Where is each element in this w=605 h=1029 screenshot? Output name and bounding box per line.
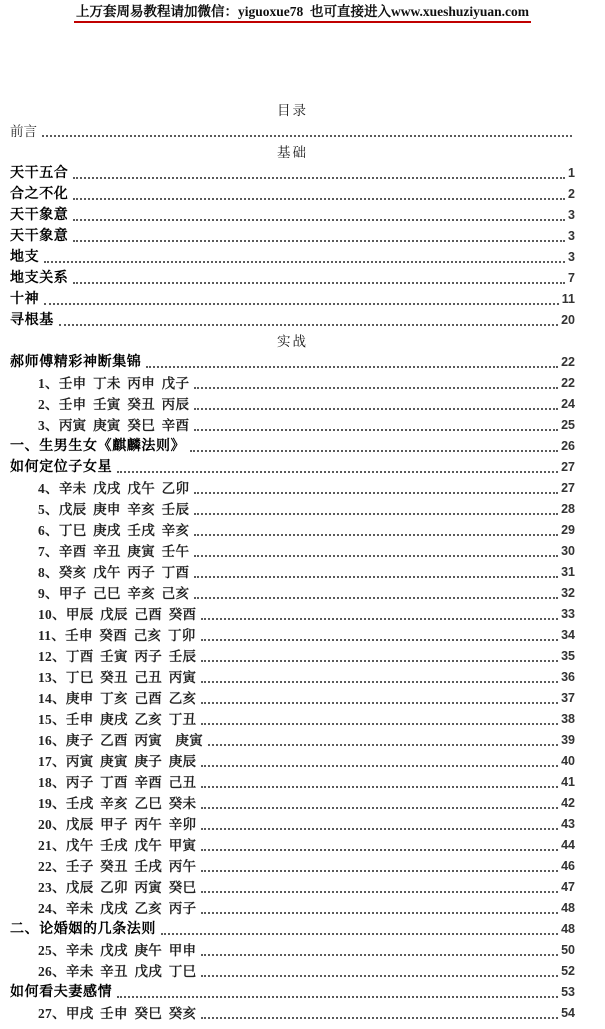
page-number: 33: [561, 607, 575, 621]
toc-entry: [10, 856, 575, 877]
dot-leader: [201, 723, 558, 725]
toc-entry-label: 1、壬申 丁未 丙申 戊子: [38, 376, 190, 391]
section-heading-label: 目录: [277, 103, 308, 118]
dot-leader: [194, 492, 558, 494]
page-number: 46: [561, 859, 575, 873]
toc-entry: [10, 793, 575, 814]
toc-entry: [10, 982, 575, 1003]
toc-entry-label: 25、辛未 戊戌 庚午 甲申: [38, 943, 197, 958]
dot-leader: [201, 681, 558, 683]
toc-entry: [10, 772, 575, 793]
dot-leader: [42, 135, 572, 137]
dot-leader: [194, 597, 558, 599]
toc-entry-label: 21、戊午 壬戌 戊午 甲寅: [38, 838, 197, 853]
dot-leader: [201, 828, 558, 830]
toc-entry-label: 27、甲戌 壬申 癸巳 癸亥: [38, 1006, 197, 1021]
dot-leader: [194, 534, 558, 536]
toc-entry: [10, 352, 575, 373]
toc-entry-label: 寻根基: [10, 313, 54, 328]
toc-entry-label: 15、壬申 庚戌 乙亥 丁丑: [38, 712, 197, 727]
toc-entry-label: 24、辛未 戊戌 乙亥 丙子: [38, 901, 197, 916]
section-heading-label: 实战: [277, 334, 308, 349]
toc-entry: [10, 520, 575, 541]
page-number: 3: [568, 208, 575, 222]
page-number: 47: [561, 880, 575, 894]
page-number: 37: [561, 691, 575, 705]
page-number: 28: [561, 502, 575, 516]
toc-entry: [10, 205, 575, 226]
toc-entry: [10, 499, 575, 520]
dot-leader: [44, 261, 565, 263]
toc-entry-label: 天干象意: [10, 229, 69, 244]
toc-entry-label: 一、生男生女《麒麟法则》: [10, 439, 186, 454]
dot-leader: [201, 807, 558, 809]
dot-leader: [201, 786, 558, 788]
page-number: 2: [568, 187, 575, 201]
page-number: 30: [561, 544, 575, 558]
dot-leader: [201, 849, 558, 851]
page-number: 11: [561, 292, 575, 306]
page-number: 22: [561, 355, 575, 369]
page-number: 44: [561, 838, 575, 852]
toc-entry: [10, 814, 575, 835]
toc-entry-label: 7、辛酉 辛丑 庚寅 壬午: [38, 544, 190, 559]
toc-entry-label: 11、壬申 癸酉 己亥 丁卯: [38, 628, 196, 643]
dot-leader: [73, 177, 565, 179]
page-number: 3: [568, 229, 575, 243]
section-heading-label: 基础: [277, 145, 308, 160]
page-number: 31: [561, 565, 575, 579]
page-number: 38: [561, 712, 575, 726]
toc-entry: [10, 457, 575, 478]
page-number: 25: [561, 418, 575, 432]
dot-leader: [201, 870, 558, 872]
page-number: 54: [561, 1006, 575, 1020]
toc-entry-label: 合之不化: [10, 187, 69, 202]
toc-entry: [10, 604, 575, 625]
toc-entry-label: 12、丁酉 壬寅 丙子 壬辰: [38, 649, 197, 664]
toc-entry-label: 地支关系: [10, 271, 69, 286]
dot-leader: [201, 765, 558, 767]
toc-section-heading: [10, 142, 575, 163]
toc-entry-label: 十神: [10, 292, 40, 307]
toc-entry-label: 郝师傅精彩神断集锦: [10, 355, 142, 370]
dot-leader: [73, 282, 565, 284]
page-number: 26: [561, 439, 575, 453]
toc-entry: [10, 268, 575, 289]
toc-entry-label: 10、甲辰 戊辰 己酉 癸酉: [38, 607, 197, 622]
table-of-contents: [10, 100, 575, 1024]
toc-entry: [10, 835, 575, 856]
dot-leader: [73, 219, 565, 221]
toc-entry-label: 如何定位子女星: [10, 460, 113, 475]
dot-leader: [194, 555, 558, 557]
toc-entry-label: 14、庚申 丁亥 己酉 乙亥: [38, 691, 197, 706]
toc-entry-label: 3、丙寅 庚寅 癸巳 辛酉: [38, 418, 190, 433]
toc-entry: [10, 562, 575, 583]
toc-entry-label: 17、丙寅 庚寅 庚子 庚辰: [38, 754, 197, 769]
page-number: 24: [561, 397, 575, 411]
toc-entry-label: 13、丁巳 癸丑 己丑 丙寅: [38, 670, 197, 685]
toc-entry: [10, 625, 575, 646]
dot-leader: [201, 618, 558, 620]
dot-leader: [194, 429, 558, 431]
toc-entry: [10, 247, 575, 268]
dot-leader: [117, 996, 558, 998]
toc-section-heading: [10, 100, 575, 121]
toc-entry: [10, 373, 575, 394]
promo-header: [0, 3, 605, 23]
toc-entry: [10, 394, 575, 415]
dot-leader: [73, 240, 565, 242]
dot-leader: [201, 954, 558, 956]
page-number: 1: [568, 166, 575, 180]
toc-section-heading: [10, 331, 575, 352]
page-number: 48: [561, 901, 575, 915]
toc-entry: [10, 646, 575, 667]
toc-entry: [10, 919, 575, 940]
toc-entry: [10, 163, 575, 184]
toc-entry: [10, 289, 575, 310]
toc-entry: [10, 121, 575, 142]
dot-leader: [146, 366, 558, 368]
dot-leader: [117, 471, 558, 473]
toc-entry: [10, 415, 575, 436]
dot-leader: [201, 702, 558, 704]
toc-entry: [10, 730, 575, 751]
toc-entry: [10, 667, 575, 688]
toc-entry-label: 8、癸亥 戊午 丙子 丁酉: [38, 565, 190, 580]
page-number: 39: [561, 733, 575, 747]
toc-entry: [10, 184, 575, 205]
toc-entry-label: 地支: [10, 250, 40, 265]
page-number: 34: [561, 628, 575, 642]
toc-entry-label: 9、甲子 己巳 辛亥 己亥: [38, 586, 190, 601]
page-number: 41: [561, 775, 575, 789]
page-number: 36: [561, 670, 575, 684]
dot-leader: [194, 576, 558, 578]
toc-entry-label: 16、庚子 乙酉 丙寅 庚寅: [38, 733, 203, 748]
toc-entry: [10, 226, 575, 247]
toc-entry-label: 18、丙子 丁酉 辛酉 己丑: [38, 775, 197, 790]
page-number: 48: [561, 922, 575, 936]
page-number: 3: [568, 250, 575, 264]
toc-entry-label: 天干象意: [10, 208, 69, 223]
page-number: 32: [561, 586, 575, 600]
toc-entry-label: 23、戊辰 乙卯 丙寅 癸巳: [38, 880, 197, 895]
toc-entry-label: 前言: [10, 124, 37, 139]
dot-leader: [201, 639, 559, 641]
dot-leader: [194, 387, 558, 389]
page-number: 42: [561, 796, 575, 810]
toc-entry: [10, 751, 575, 772]
page-number: 50: [561, 943, 575, 957]
toc-entry: [10, 940, 575, 961]
page-number: 52: [561, 964, 575, 978]
page-number: 7: [568, 271, 575, 285]
toc-entry: [10, 541, 575, 562]
dot-leader: [201, 660, 558, 662]
toc-entry-label: 如何看夫妻感情: [10, 985, 113, 1000]
page-number: 22: [561, 376, 575, 390]
dot-leader: [194, 408, 558, 410]
dot-leader: [194, 513, 558, 515]
toc-entry: [10, 1003, 575, 1024]
toc-entry: [10, 310, 575, 331]
toc-entry: [10, 898, 575, 919]
dot-leader: [44, 303, 559, 305]
toc-entry-label: 4、辛未 戊戌 戊午 乙卯: [38, 481, 190, 496]
toc-entry-label: 6、丁巳 庚戌 壬戌 辛亥: [38, 523, 190, 538]
page-number: 53: [561, 985, 575, 999]
dot-leader: [73, 198, 565, 200]
dot-leader: [190, 450, 558, 452]
page-number: 40: [561, 754, 575, 768]
page-number: 20: [561, 313, 575, 327]
dot-leader: [201, 1017, 558, 1019]
toc-entry: [10, 478, 575, 499]
toc-entry: [10, 583, 575, 604]
page-number: 27: [561, 481, 575, 495]
toc-entry: [10, 688, 575, 709]
toc-entry-label: 2、壬申 壬寅 癸丑 丙辰: [38, 397, 190, 412]
page-number: 27: [561, 460, 575, 474]
dot-leader: [201, 891, 558, 893]
dot-leader: [201, 912, 558, 914]
page-number: 29: [561, 523, 575, 537]
toc-entry: [10, 709, 575, 730]
dot-leader: [59, 324, 558, 326]
toc-entry-label: 二、论婚姻的几条法则: [10, 922, 156, 937]
toc-entry-label: 5、戊辰 庚申 辛亥 壬辰: [38, 502, 190, 517]
toc-entry: [10, 436, 575, 457]
page-number: 35: [561, 649, 575, 663]
toc-entry-label: 天干五合: [10, 166, 69, 181]
dot-leader: [208, 744, 558, 746]
toc-entry: [10, 877, 575, 898]
toc-entry-label: 22、壬子 癸丑 壬戌 丙午: [38, 859, 197, 874]
promo-header-text: 上万套周易教程请加微信：yiguoxue78 也可直接进入www.xueshuziyuan.com: [74, 3, 531, 23]
toc-entry-label: 19、壬戌 辛亥 乙巳 癸未: [38, 796, 197, 811]
page-number: 43: [561, 817, 575, 831]
dot-leader: [161, 933, 558, 935]
dot-leader: [201, 975, 558, 977]
toc-entry-label: 26、辛未 辛丑 戊戌 丁巳: [38, 964, 197, 979]
toc-entry: [10, 961, 575, 982]
toc-entry-label: 20、戊辰 甲子 丙午 辛卯: [38, 817, 197, 832]
